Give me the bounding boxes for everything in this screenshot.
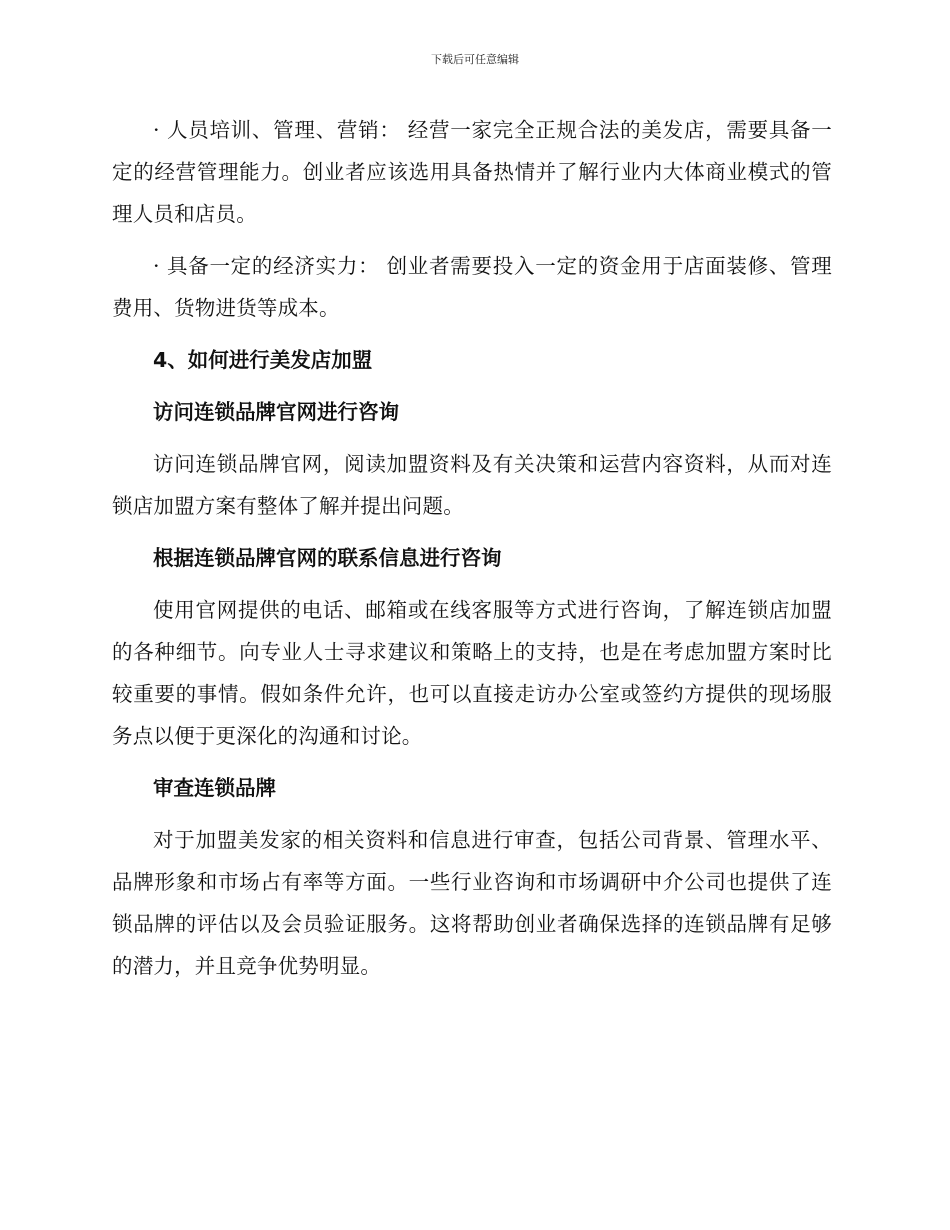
section-heading-how-to-franchise: 4、如何进行美发店加盟 [153,348,373,372]
paragraph-review-brand: 对于加盟美发家的相关资料和信息进行审查，包括公司背景、管理水平、品牌形象和市场占有率等方面。一些行业咨询和市场调研中介公司也提供了连锁品牌的评估以及会员验证服务。这将帮助创业者确保选择的连锁品牌有足够的潜力，并且竞争优势明显。 [112,828,832,978]
paragraph-financial-strength: · 具备一定的经济实力： 创业者需要投入一定的资金用于店面装修、管理费用、货物进货等成本。 [112,254,832,320]
subheading-review-brand: 审查连锁品牌 [153,776,276,800]
page-header: 下载后可任意编辑 [431,53,519,66]
paragraph-visit-website: 访问连锁品牌官网，阅读加盟资料及有关决策和运营内容资料，从而对连锁店加盟方案有整体了解并提出问题。 [112,452,832,518]
document-body [112,109,832,997]
paragraph-staff-training: · 人员培训、管理、营销： 经营一家完全正规合法的美发店，需要具备一定的经营管理能力。创业者应该选用具备热情并了解行业内大体商业模式的管理人员和店员。 [112,118,832,226]
subheading-visit-website: 访问连锁品牌官网进行咨询 [153,400,399,424]
paragraph-contact-consult: 使用官网提供的电话、邮箱或在线客服等方式进行咨询，了解连锁店加盟的各种细节。向专业人士寻求建议和策略上的支持，也是在考虑加盟方案时比较重要的事情。假如条件允许，也可以直接走访办公室或签约方提供的现场服务点以便于更深化的沟通和讨论。 [112,598,832,748]
subheading-contact-consult: 根据连锁品牌官网的联系信息进行咨询 [153,546,502,570]
